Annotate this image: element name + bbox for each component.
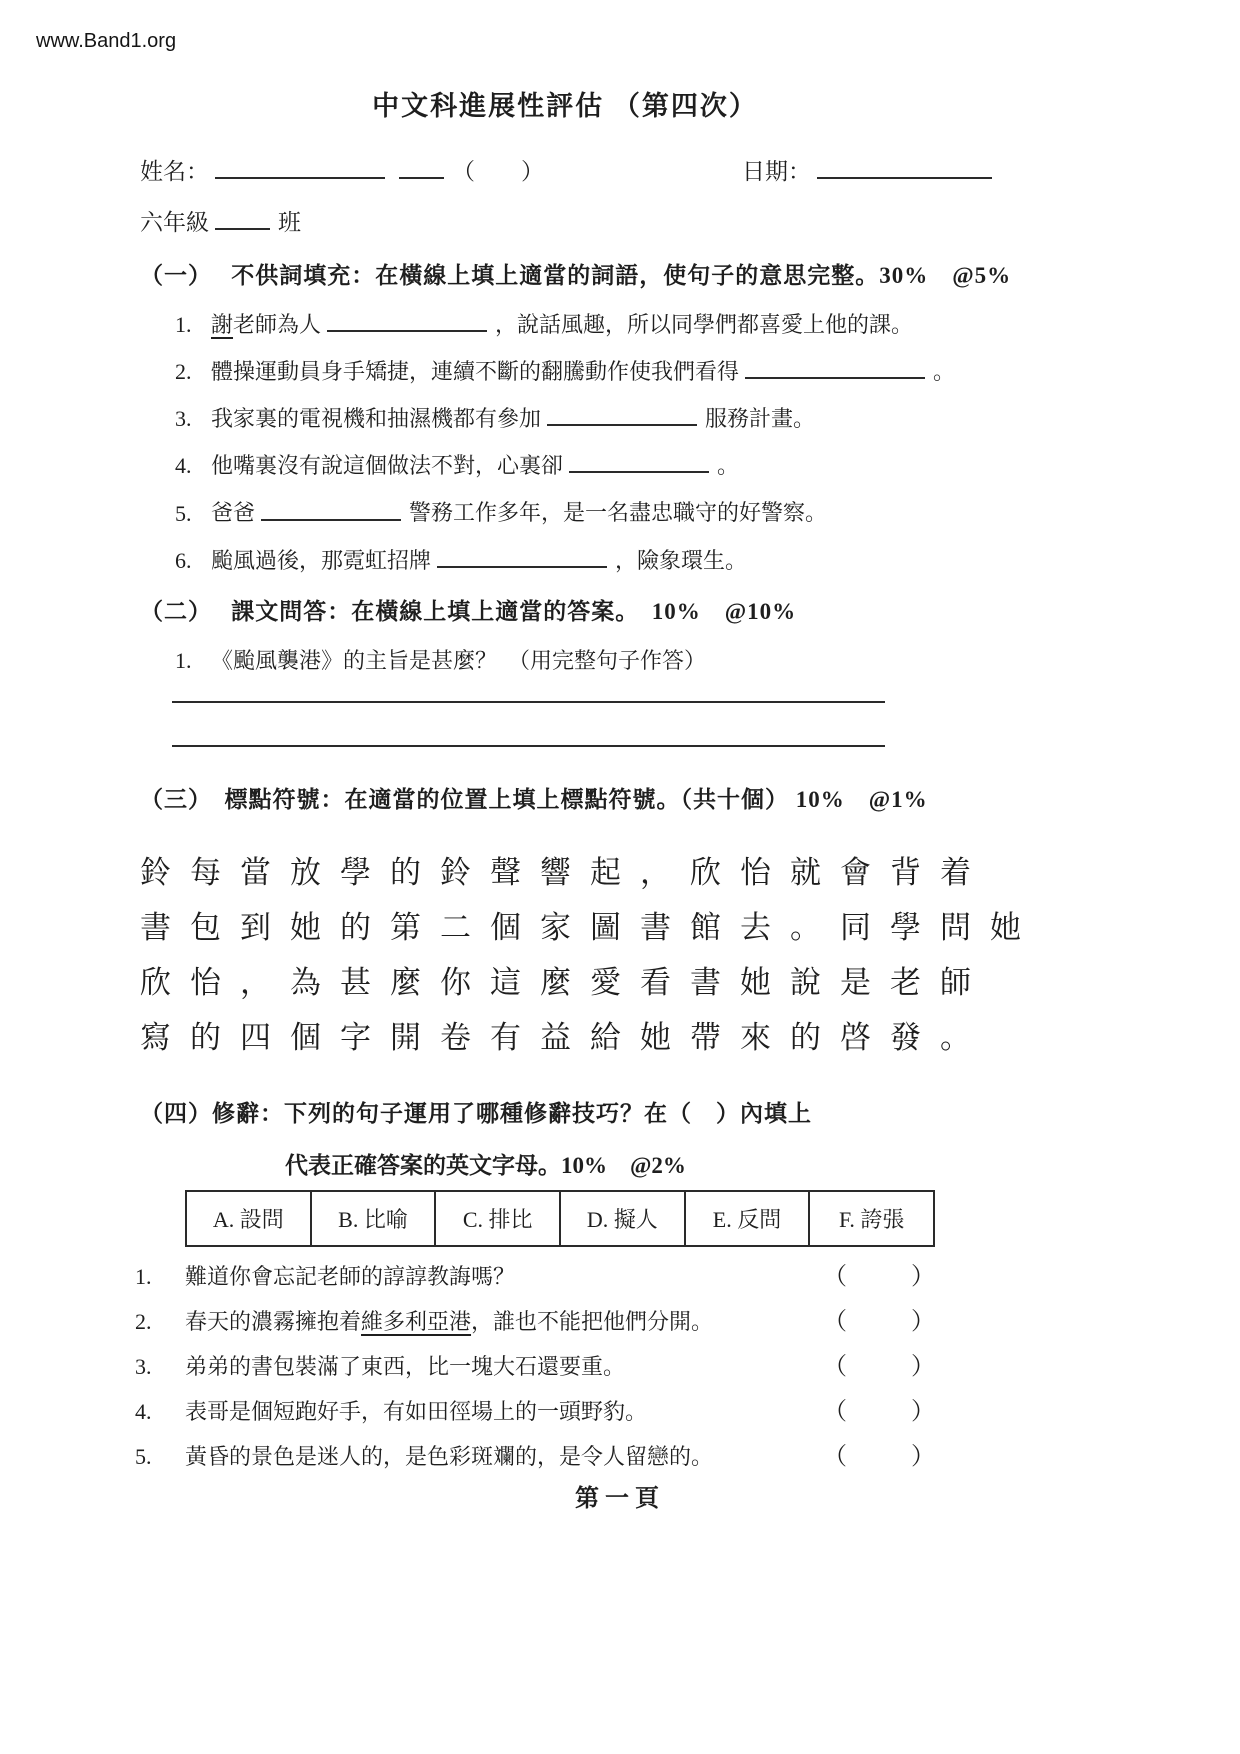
name-label: 姓名： [140, 159, 209, 184]
item-number: 5. [175, 500, 192, 526]
item-text [185, 1351, 823, 1383]
punctuation-row-2: 書包到她的第二個家圖書館去。同學問她 [140, 909, 1040, 945]
paren-close: ） [911, 1308, 935, 1335]
section4-heading-line2: 代表正確答案的英文字母。10% @2% [285, 1152, 686, 1178]
rhetoric-item-4 [135, 1396, 935, 1428]
punctuation-row-1: 鈴每當放學的鈴聲響起，欣怡就會背着 [140, 854, 990, 890]
answer-parens [823, 1306, 935, 1338]
fill-blank-item-6 [175, 545, 1180, 577]
name-blank [215, 155, 385, 179]
date-label: 日期： [742, 159, 811, 184]
item-pre-text: 我家裏的電視機和抽濕機都有參加 [211, 406, 542, 432]
section1-items [60, 309, 1180, 577]
fill-blank-item-1 [175, 309, 1180, 341]
class-label: 班 [278, 210, 301, 235]
rhetoric-option-b: B. 比喻 [312, 1192, 437, 1245]
item-text [185, 1396, 823, 1428]
item-post-text: 。 [933, 359, 956, 385]
item-pre-text: 颱風過後，那霓虹招牌 [211, 547, 432, 573]
punctuation-row-4: 寫的四個字開卷有益給她帶來的啓發。 [140, 1019, 990, 1055]
answer-parens [823, 1396, 935, 1428]
grade-class-row [140, 204, 1180, 237]
item-pre-text: 體操運動員身手矯捷，連續不斷的翻騰動作使我們看得 [211, 359, 740, 385]
item-post-text: ，險象環生。 [615, 547, 748, 573]
answer-parens [823, 1351, 935, 1383]
underlined-text: 維多利亞港 [361, 1308, 472, 1334]
item-number: 1. [175, 312, 192, 338]
section1-heading: （一） 不供詞填充：在橫線上填上適當的詞語，使句子的意思完整。30% @5% [140, 263, 1012, 288]
fill-blank-item-5 [175, 497, 1180, 529]
item-number: 6. [175, 547, 192, 573]
name-field [140, 153, 544, 186]
rhetoric-options-table [185, 1190, 935, 1247]
fill-blank-item-4 [175, 450, 1180, 482]
answer-line-2 [172, 745, 885, 747]
rhetoric-item-2 [135, 1306, 935, 1338]
item-number: 5. [135, 1443, 152, 1469]
paren-close: ） [911, 1443, 935, 1470]
rhetoric-option-d: D. 擬人 [561, 1192, 686, 1245]
item-number: 3. [135, 1353, 152, 1379]
date-blank [817, 155, 992, 179]
rhetoric-item-1 [135, 1261, 935, 1293]
watermark-url: www.Band1.org [36, 30, 177, 52]
page-title: 中文科進展性評估 （第四次） [372, 91, 758, 121]
item-text [185, 1306, 823, 1338]
item-pre-text: 他嘴裏沒有說這個做法不對，心裏卻 [211, 453, 564, 479]
answer-parens [823, 1261, 935, 1293]
item-number: 2. [135, 1308, 152, 1334]
rhetoric-item-5 [135, 1441, 935, 1473]
grade-label: 六年級 [140, 210, 209, 235]
item-text [185, 1261, 823, 1293]
paren-close: ） [911, 1353, 935, 1380]
item-post-text: 服務計畫。 [705, 406, 816, 432]
item-number: 4. [175, 453, 192, 479]
paren-open: （ [823, 1353, 847, 1380]
answer-blank [261, 497, 401, 520]
item-pre-text: 弟弟的書包裝滿了東西，比一塊大石還要重。 [185, 1353, 626, 1379]
answer-blank [437, 545, 607, 568]
date-field [742, 153, 1000, 186]
item-post-text: 。 [717, 453, 740, 479]
answer-parens [823, 1441, 935, 1473]
answer-blank [547, 403, 697, 426]
rhetoric-option-c: C. 排比 [436, 1192, 561, 1245]
item-post-text: 警務工作多年，是一名盡忠職守的好警察。 [409, 500, 828, 526]
paren-open: （ [823, 1398, 847, 1425]
paren-close: ） [911, 1263, 935, 1290]
item-post-text: ，說話風趣，所以同學們都喜愛上他的課。 [495, 312, 914, 338]
section2-heading: （二） 課文問答：在橫線上填上適當的答案。 10% @10% [140, 598, 797, 624]
paren-open: （ [823, 1443, 847, 1470]
rhetoric-items [60, 1261, 1180, 1473]
punctuation-row-3: 欣怡，為甚麼你這麼愛看書她說是老師 [140, 964, 990, 1000]
item-pre-text: 黃昏的景色是迷人的，是色彩斑斕的，是令人留戀的。 [185, 1443, 714, 1469]
answer-line-1 [172, 701, 885, 703]
rhetoric-item-3 [135, 1351, 935, 1383]
page-number: 第一頁 [575, 1486, 665, 1512]
item-pre-text: 難道你會忘記老師的諄諄教誨嗎？ [185, 1263, 516, 1289]
punctuation-exercise [60, 856, 1180, 1055]
underlined-text: 謝 [211, 312, 234, 338]
item-pre-text: 爸爸 [211, 500, 256, 526]
name-blank-short [399, 155, 444, 179]
item-number: 1. [175, 647, 192, 673]
paren-open: （ [823, 1263, 847, 1290]
name-date-row [140, 153, 1000, 186]
fill-blank-item-2 [175, 356, 1180, 388]
item-post-text: ，誰也不能把他們分開。 [471, 1308, 714, 1334]
rhetoric-option-f: F. 誇張 [838, 1206, 905, 1232]
question-text: 《颱風襲港》的主旨是甚麼？ （用完整句子作答） [211, 647, 707, 673]
item-pre-text: 老師為人 [233, 312, 322, 338]
class-blank [215, 206, 270, 230]
item-pre-text: 表哥是個短跑好手，有如田徑場上的一頭野豹。 [185, 1398, 648, 1424]
paren-close: ） [911, 1398, 935, 1425]
comprehension-question [175, 645, 1180, 677]
answer-blank [327, 309, 487, 332]
item-pre-text: 春天的濃霧擁抱着 [185, 1308, 362, 1334]
fill-blank-item-3 [175, 403, 1180, 435]
item-number: 1. [135, 1263, 152, 1289]
paren-open: （ [823, 1308, 847, 1335]
rhetoric-option-a: A. 設問 [187, 1192, 312, 1245]
item-text [185, 1441, 823, 1473]
answer-blank [745, 356, 925, 379]
item-number: 4. [135, 1398, 152, 1424]
rhetoric-option-e: E. 反問 [686, 1192, 811, 1245]
section3-heading: （三） 標點符號：在適當的位置上填上標點符號。（共十個） 10% @1% [140, 786, 928, 812]
item-number: 3. [175, 406, 192, 432]
item-number: 2. [175, 359, 192, 385]
answer-blank [569, 450, 709, 473]
name-paren: （ ） [452, 159, 544, 184]
section4-heading-line1: （四）修辭：下列的句子運用了哪種修辭技巧？在（ ）內填上 [140, 1100, 812, 1126]
